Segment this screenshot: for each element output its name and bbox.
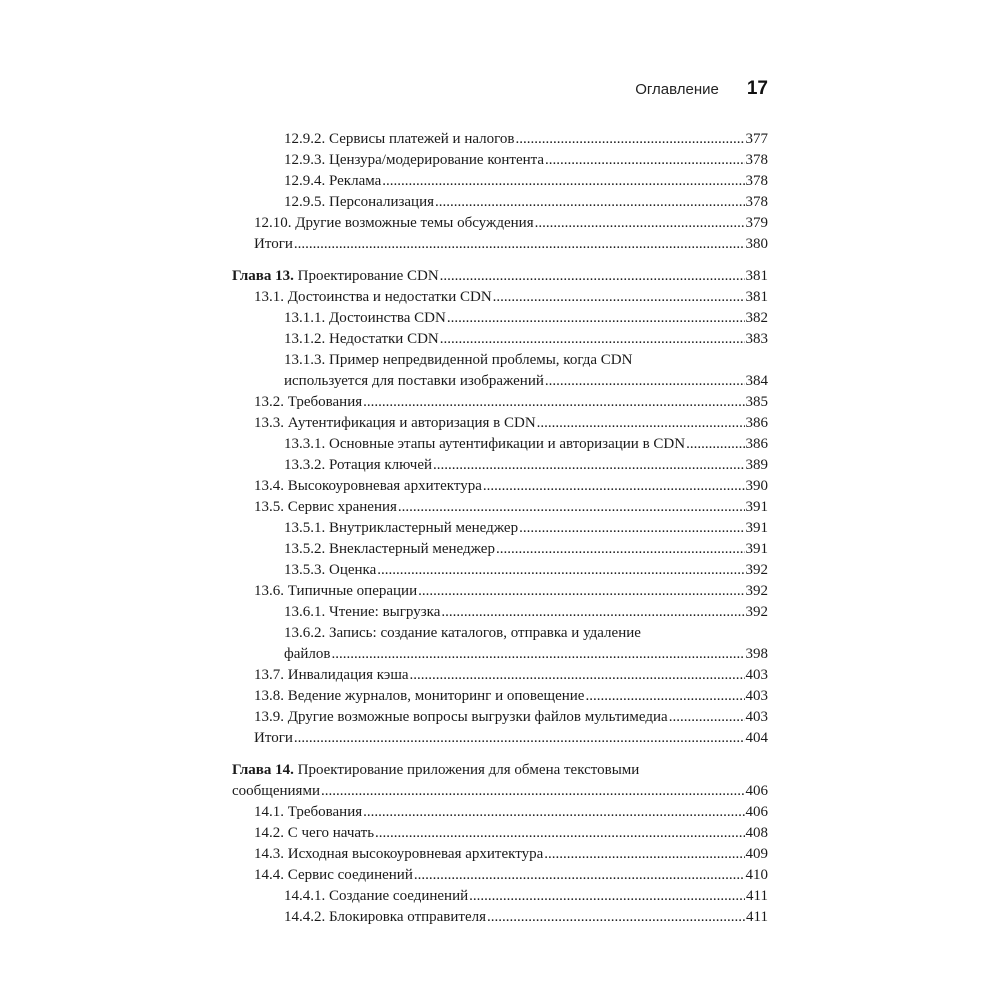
toc-entry[interactable]	[232, 287, 768, 308]
toc-entry-label: 13.5.2. Внекластерный менеджер	[284, 541, 495, 557]
toc-leader-dots	[440, 329, 745, 350]
toc-page-number: 378	[745, 152, 768, 168]
toc-page-number: 381	[745, 289, 768, 305]
toc-entry[interactable]	[232, 518, 768, 539]
toc-page-number: 406	[745, 783, 768, 799]
page-number: 17	[746, 78, 768, 99]
toc-page-number: 410	[745, 867, 768, 883]
toc-entry[interactable]	[232, 171, 768, 192]
toc-leader-dots	[585, 686, 744, 707]
toc-leader-dots	[321, 781, 745, 802]
toc-page-number: 408	[745, 825, 768, 841]
toc-entry[interactable]	[232, 907, 768, 928]
toc-page-number: 377	[745, 131, 768, 147]
chapter-number: Глава 14.	[232, 762, 294, 778]
toc-entry[interactable]	[232, 392, 768, 413]
toc-leader-dots	[519, 518, 744, 539]
toc-page-number: 411	[746, 888, 768, 904]
toc-page-number: 386	[745, 436, 768, 452]
toc-entry[interactable]	[232, 497, 768, 518]
toc-leader-dots	[414, 865, 745, 886]
toc-entry-label: 13.6. Типичные операции	[254, 583, 418, 599]
toc-page-number: 390	[745, 478, 768, 494]
toc-entry-label: 13.4. Высокоуровневая архитектура	[254, 478, 482, 494]
toc-leader-dots	[515, 129, 744, 150]
toc-entry-label: 13.9. Другие возможные вопросы выгрузки файлов мультимедиа	[254, 709, 668, 725]
toc-leader-dots	[545, 371, 745, 392]
toc-leader-dots	[686, 434, 744, 455]
toc-leader-dots	[435, 192, 744, 213]
toc-leader-dots	[377, 560, 744, 581]
toc-page-number: 391	[745, 520, 768, 536]
toc-entry-label: 14.2. С чего начать	[254, 825, 375, 841]
toc-leader-dots	[545, 150, 744, 171]
toc-entry-label: 13.8. Ведение журналов, мониторинг и оповещение	[254, 688, 585, 704]
running-header-title: Оглавление	[635, 81, 719, 98]
toc-page-number: 403	[745, 709, 768, 725]
toc-entry[interactable]	[232, 308, 768, 329]
toc-entry-label: 13.5. Сервис хранения	[254, 499, 397, 515]
toc-leader-dots	[544, 844, 744, 865]
toc-page-number: 380	[745, 236, 768, 252]
toc-entry-label: 13.6.1. Чтение: выгрузка	[284, 604, 441, 620]
toc-leader-dots	[363, 392, 744, 413]
toc-leader-dots	[294, 728, 745, 749]
toc-page-number: 378	[745, 194, 768, 210]
toc-entry-label: файлов	[284, 646, 331, 662]
toc-entry-label: 14.4.2. Блокировка отправителя	[284, 909, 487, 925]
toc-entry[interactable]	[232, 129, 768, 150]
toc-entry-label: 12.9.2. Сервисы платежей и налогов	[284, 131, 515, 147]
chapter-spacer	[232, 749, 768, 760]
toc-entry[interactable]	[232, 865, 768, 886]
toc-page-number: 389	[745, 457, 768, 473]
toc-leader-dots	[483, 476, 745, 497]
toc-entry-line1: 13.1.3. Пример непредвиденной проблемы, когда CDN	[284, 352, 633, 368]
toc-entry-line2	[284, 644, 768, 665]
toc-leader-dots	[447, 308, 745, 329]
toc-entry-line2	[284, 371, 768, 392]
toc-entry[interactable]	[232, 581, 768, 602]
toc-entry-line1: 13.6.2. Запись: создание каталогов, отправка и удаление	[284, 625, 641, 641]
toc-leader-dots	[496, 539, 745, 560]
toc-leader-dots	[418, 581, 744, 602]
toc-entry[interactable]	[232, 886, 768, 907]
toc-leader-dots	[375, 823, 744, 844]
toc-entry-label: используется для поставки изображений	[284, 373, 544, 389]
toc-entry[interactable]	[232, 728, 768, 749]
toc-entry-line1	[232, 760, 768, 781]
toc-entry-line2	[232, 781, 768, 802]
toc-page-number: 379	[745, 215, 768, 231]
toc-entry-label: 13.3.2. Ротация ключей	[284, 457, 433, 473]
toc-leader-dots	[363, 802, 744, 823]
toc-leader-dots	[433, 455, 744, 476]
toc-entry-label: 13.1.2. Недостатки CDN	[284, 331, 439, 347]
toc-page-number: 409	[745, 846, 768, 862]
toc-entry-label: 12.10. Другие возможные темы обсуждения	[254, 215, 534, 231]
toc-entry-label: сообщениями	[232, 783, 320, 799]
toc-page-number: 385	[745, 394, 768, 410]
toc-entry[interactable]	[232, 844, 768, 865]
chapter-title: Проектирование приложения для обмена текстовыми	[297, 762, 640, 778]
toc-entry-label: 13.3.1. Основные этапы аутентификации и авторизации в CDN	[284, 436, 686, 452]
toc-leader-dots	[331, 644, 744, 665]
toc-entry-label: 12.9.5. Персонализация	[284, 194, 435, 210]
table-of-contents	[232, 129, 768, 928]
toc-page-number: 406	[745, 804, 768, 820]
toc-entry-label: 12.9.4. Реклама	[284, 173, 382, 189]
toc-entry-label: 13.3. Аутентификация и авторизация в CDN	[254, 415, 536, 431]
toc-leader-dots	[294, 234, 745, 255]
toc-entry[interactable]	[232, 329, 768, 350]
toc-entry-label: 14.4.1. Создание соединений	[284, 888, 469, 904]
toc-entry[interactable]	[232, 476, 768, 497]
toc-entry[interactable]	[232, 602, 768, 623]
toc-entry-label: Итоги	[254, 730, 293, 746]
toc-leader-dots	[441, 602, 744, 623]
toc-entry[interactable]	[232, 686, 768, 707]
chapter-spacer	[232, 255, 768, 266]
toc-entry-label: 13.5.3. Оценка	[284, 562, 377, 578]
toc-entry[interactable]	[232, 213, 768, 234]
toc-entry-multiline[interactable]	[232, 623, 768, 665]
toc-entry-label: 13.1. Достоинства и недостатки CDN	[254, 289, 492, 305]
toc-entry-label: 13.2. Требования	[254, 394, 363, 410]
toc-leader-dots	[440, 266, 745, 287]
toc-leader-dots	[493, 287, 745, 308]
toc-entry[interactable]	[232, 539, 768, 560]
toc-leader-dots	[398, 497, 745, 518]
toc-entry-label	[232, 266, 439, 287]
toc-leader-dots	[410, 665, 745, 686]
chapter-number: Глава 13.	[232, 268, 294, 284]
toc-page-number: 403	[745, 667, 768, 683]
toc-entry-label: 14.4. Сервис соединений	[254, 867, 413, 883]
toc-page-number: 404	[745, 730, 768, 746]
toc-entry[interactable]	[232, 802, 768, 823]
toc-page-number: 403	[745, 688, 768, 704]
toc-leader-dots	[537, 413, 745, 434]
toc-entry[interactable]	[232, 434, 768, 455]
toc-chapter-entry-multiline[interactable]	[232, 760, 768, 802]
toc-entry[interactable]	[232, 192, 768, 213]
toc-entry-label: 13.1.1. Достоинства CDN	[284, 310, 446, 326]
toc-entry-multiline[interactable]	[232, 350, 768, 392]
toc-page-number: 392	[745, 583, 768, 599]
running-header	[635, 78, 768, 100]
toc-leader-dots	[669, 707, 745, 728]
toc-page-number: 391	[745, 499, 768, 515]
toc-chapter-entry[interactable]	[232, 266, 768, 287]
toc-entry[interactable]	[232, 150, 768, 171]
toc-entry[interactable]	[232, 455, 768, 476]
toc-page-number: 391	[745, 541, 768, 557]
toc-page-number: 381	[745, 268, 768, 284]
toc-leader-dots	[382, 171, 744, 192]
toc-page-number: 386	[745, 415, 768, 431]
toc-entry-label: 14.1. Требования	[254, 804, 363, 820]
toc-page-number: 398	[745, 646, 768, 662]
chapter-title: Проектирование CDN	[297, 268, 439, 284]
toc-leader-dots	[487, 907, 745, 928]
toc-entry-label: Итоги	[254, 236, 293, 252]
toc-leader-dots	[469, 886, 745, 907]
toc-page-number: 383	[745, 331, 768, 347]
toc-page-number: 378	[745, 173, 768, 189]
toc-entry-label: 12.9.3. Цензура/модерирование контента	[284, 152, 545, 168]
toc-entry[interactable]	[232, 707, 768, 728]
toc-page-number: 382	[745, 310, 768, 326]
toc-entry-label: 14.3. Исходная высокоуровневая архитектура	[254, 846, 544, 862]
toc-entry[interactable]	[232, 665, 768, 686]
toc-entry[interactable]	[232, 823, 768, 844]
toc-page-number: 392	[745, 604, 768, 620]
toc-entry-label: 13.7. Инвалидация кэша	[254, 667, 409, 683]
toc-entry[interactable]	[232, 560, 768, 581]
toc-page-number: 411	[746, 909, 768, 925]
toc-page-number: 384	[745, 373, 768, 389]
toc-entry[interactable]	[232, 234, 768, 255]
toc-page-number: 392	[745, 562, 768, 578]
toc-entry[interactable]	[232, 413, 768, 434]
toc-leader-dots	[535, 213, 745, 234]
toc-entry-label: 13.5.1. Внутрикластерный менеджер	[284, 520, 519, 536]
